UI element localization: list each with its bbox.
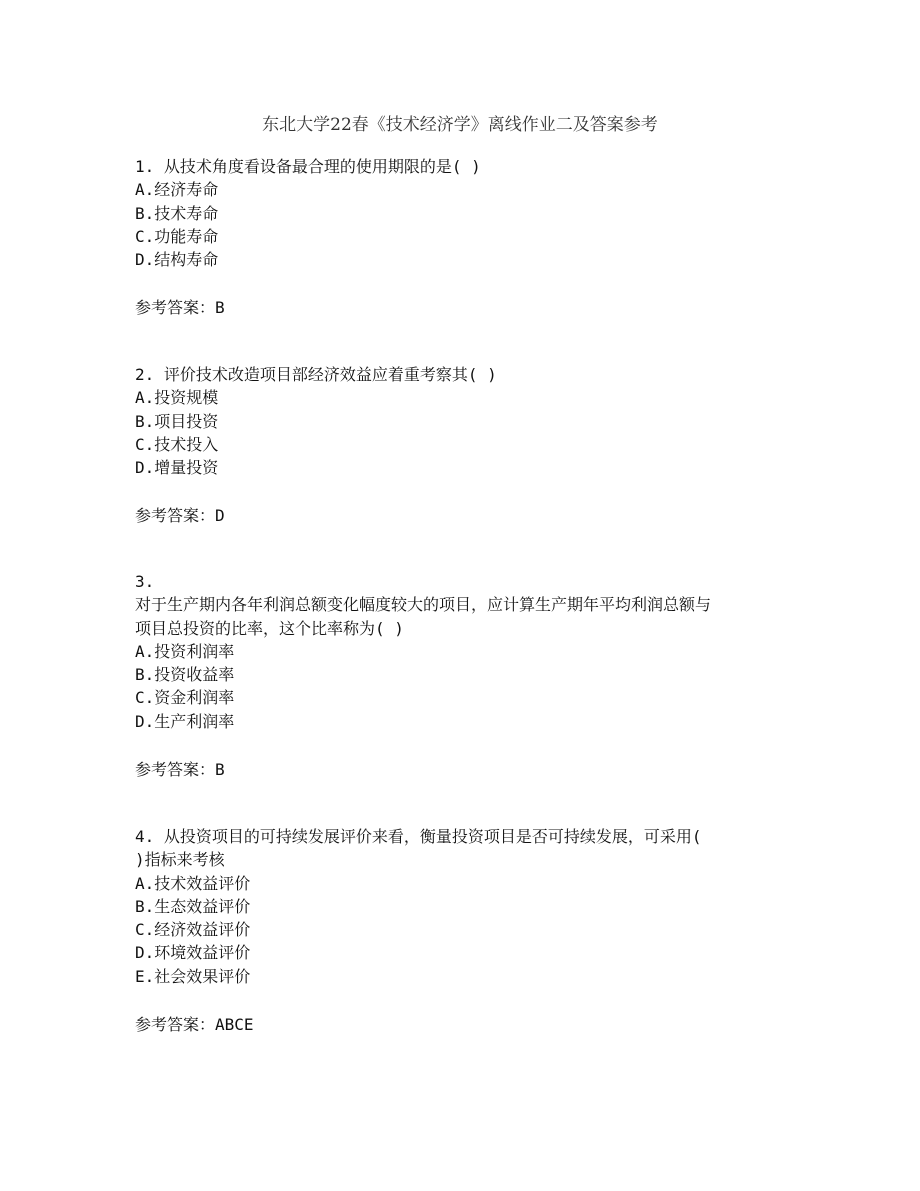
answer: 参考答案：B [135,759,225,779]
answer: 参考答案：ABCE [135,1014,254,1034]
question-stem: 对于生产期内各年利润总额变化幅度较大的项目，应计算生产期年平均利润总额与 [135,595,712,615]
option-c: C.功能寿命 [135,226,219,246]
question-4 [135,825,815,1036]
option-b: B.项目投资 [135,411,219,431]
question-stem: 2. 评价技术改造项目部经济效益应着重考察其( ) [135,365,497,384]
question-number: 3. [135,572,155,591]
option-d: D.增量投资 [135,458,219,478]
option-a: A.投资规模 [135,388,219,408]
question-3 [135,570,815,781]
option-c: C.经济效益评价 [135,920,251,940]
answer: 参考答案：D [135,505,225,525]
option-d: D.结构寿命 [135,250,219,270]
question-2 [135,363,815,527]
option-b: B.生态效益评价 [135,896,251,916]
question-stem: 4. 从投资项目的可持续发展评价来看，衡量投资项目是否可持续发展，可采用( [135,827,702,846]
option-a: A.技术效益评价 [135,873,251,893]
question-stem: 项目总投资的比率，这个比率称为( ) [135,618,404,638]
document-title: 东北大学22春《技术经济学》离线作业二及答案参考 [262,115,658,135]
option-a: A.投资利润率 [135,641,235,661]
option-b: B.投资收益率 [135,665,235,685]
option-a: A.经济寿命 [135,180,219,200]
option-c: C.资金利润率 [135,688,235,708]
option-e: E.社会效果评价 [135,966,251,986]
question-stem: )指标来考核 [135,850,225,870]
answer: 参考答案：B [135,297,225,317]
question-stem: 1. 从技术角度看设备最合理的使用期限的是( ) [135,157,481,176]
option-c: C.技术投入 [135,434,219,454]
option-b: B.技术寿命 [135,203,219,223]
option-d: D.环境效益评价 [135,943,251,963]
question-1 [135,155,815,319]
option-d: D.生产利润率 [135,711,235,731]
